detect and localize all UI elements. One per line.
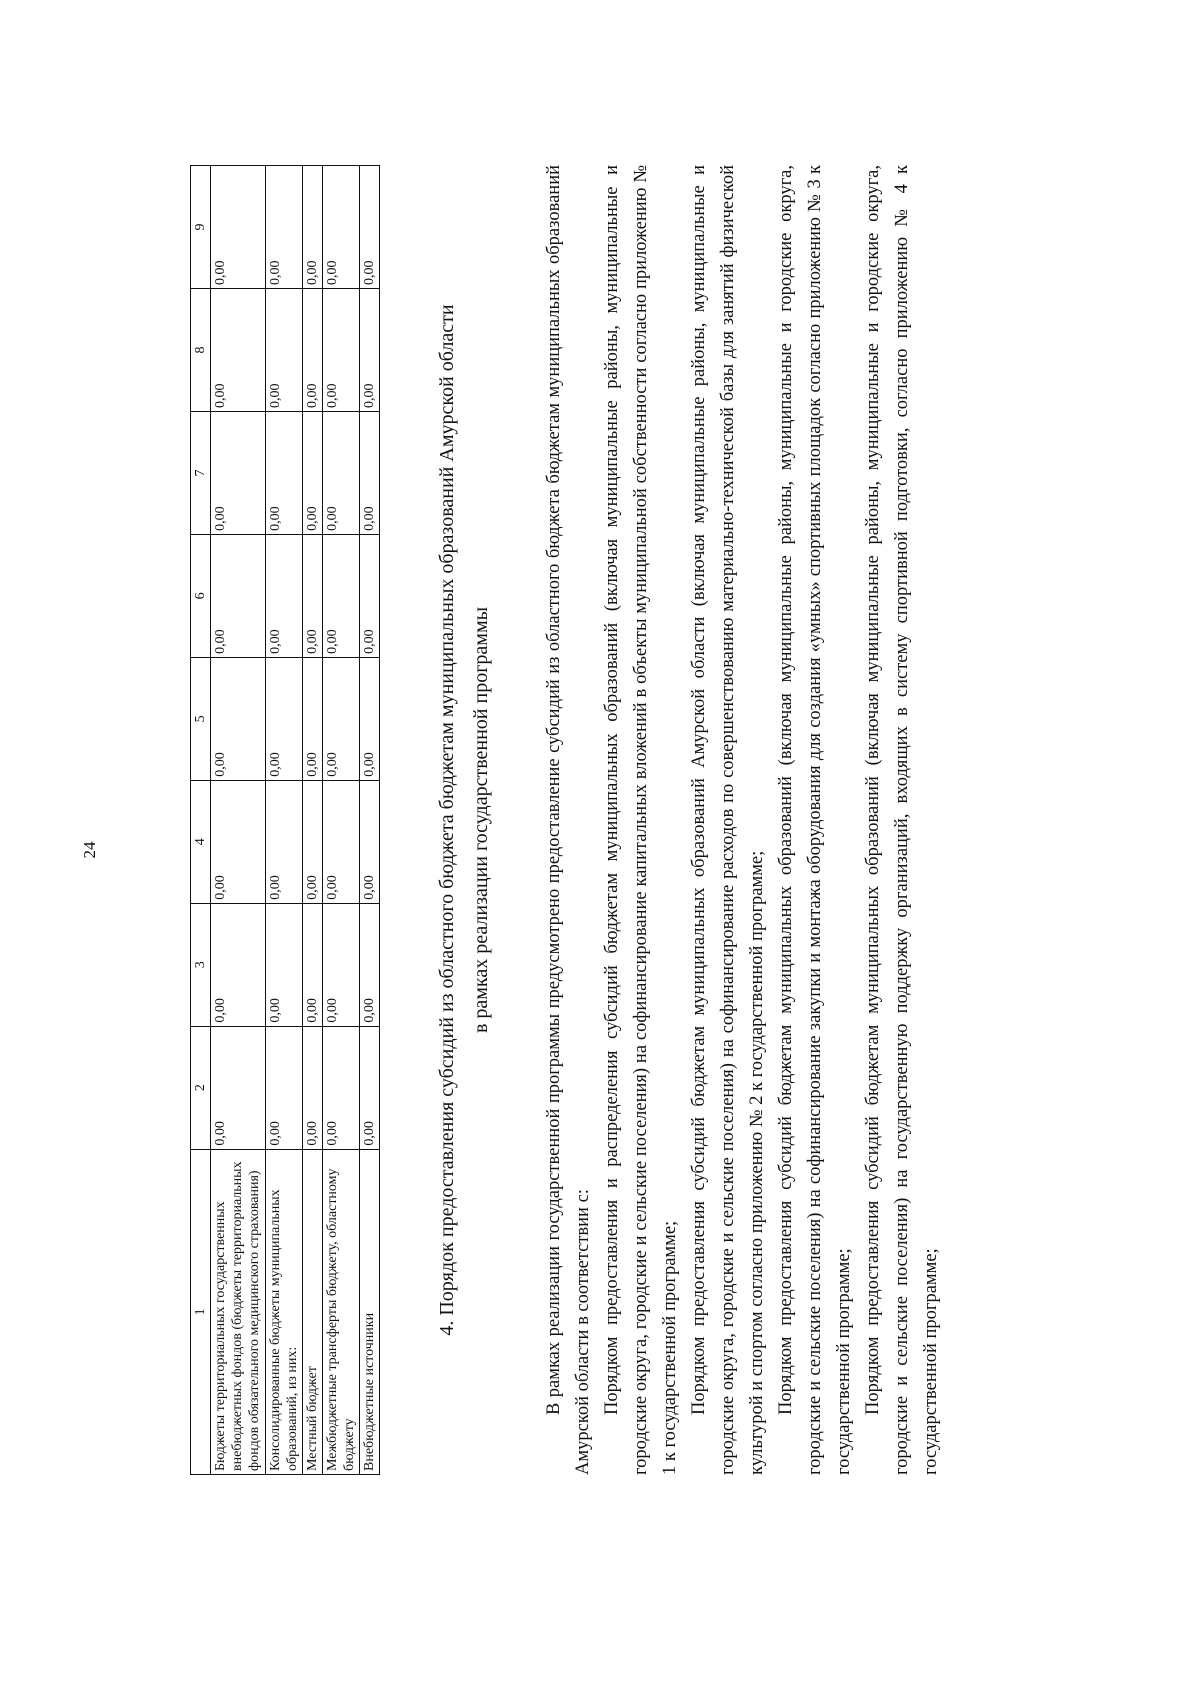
cell-value: 0,00 [303,780,323,903]
column-header: 2 [191,1026,211,1149]
table-row [303,166,323,1475]
column-header: 7 [191,411,211,534]
cell-value: 0,00 [323,903,360,1026]
budget-table [190,165,380,1475]
column-header: 1 [191,1149,211,1474]
cell-value: 0,00 [266,411,303,534]
cell-value: 0,00 [360,166,380,289]
column-header: 6 [191,534,211,657]
cell-value: 0,00 [303,289,323,412]
cell-value: 0,00 [211,903,266,1026]
row-label: Консолидированные бюджеты муниципальных образований, из них: [266,1149,303,1474]
cell-value: 0,00 [323,289,360,412]
cell-value: 0,00 [303,657,323,780]
cell-value: 0,00 [323,411,360,534]
paragraph: Порядком предоставления и распределения субсидий бюджетам муниципальных образований (включая муниципальные районы, муниципальные и городские округа, городские и сельские поселения) на софинансирование капитальных вложений в объекты муниципальной собственности согласно приложению № 1 к государственной программе; [602,165,680,1475]
cell-value: 0,00 [323,657,360,780]
cell-value: 0,00 [303,534,323,657]
cell-value: 0,00 [211,657,266,780]
row-label: Внебюджетные источники [360,1149,380,1474]
column-header: 4 [191,780,211,903]
cell-value: 0,00 [303,903,323,1026]
table-row [323,166,360,1475]
section-title [430,165,498,1475]
cell-value: 0,00 [266,534,303,657]
cell-value: 0,00 [266,780,303,903]
cell-value: 0,00 [360,903,380,1026]
column-header: 8 [191,289,211,412]
column-header: 9 [191,166,211,289]
cell-value: 0,00 [360,1026,380,1149]
table-row [266,166,303,1475]
paragraph: Порядком предоставления субсидий бюджетам муниципальных образований (включая муниципальные районы, муниципальные и городские округа, городские и сельские поселения) на софинансирование закупки и монтажа оборудования для создания «умных» спортивных площадок согласно приложению № 3 к государственной программе; [776,165,854,1475]
page-number: 24 [80,841,99,859]
section-title-line-2: в рамках реализации государственной программы [470,606,492,1034]
cell-value: 0,00 [360,780,380,903]
row-label: Местный бюджет [303,1149,323,1474]
cell-value: 0,00 [323,1026,360,1149]
cell-value: 0,00 [323,534,360,657]
cell-value: 0,00 [266,289,303,412]
cell-value: 0,00 [303,411,323,534]
cell-value: 0,00 [266,657,303,780]
table-header-row [191,166,211,1475]
cell-value: 0,00 [211,534,266,657]
cell-value: 0,00 [266,903,303,1026]
cell-value: 0,00 [303,1026,323,1149]
cell-value: 0,00 [266,166,303,289]
cell-value: 0,00 [211,1026,266,1149]
cell-value: 0,00 [211,780,266,903]
body-text [540,165,946,1475]
paragraph: В рамках реализации государственной программы предусмотрено предоставление субсидий из областного бюджета бюджетам муниципальных образований Амурской области в соответствии с: [544,165,593,1475]
cell-value: 0,00 [211,166,266,289]
cell-value: 0,00 [360,289,380,412]
cell-value: 0,00 [323,166,360,289]
cell-value: 0,00 [266,1026,303,1149]
paragraph: Порядком предоставления субсидий бюджетам муниципальных образований Амурской области (включая муниципальные районы, муниципальные и городские округа, городские и сельские поселения) на софинансирование расходов по совершенствованию материально-технической базы для занятий физической культурой и спортом согласно приложению № 2 к государственной программе; [689,165,767,1475]
table-row [211,166,266,1475]
cell-value: 0,00 [360,534,380,657]
cell-value: 0,00 [323,780,360,903]
column-header: 3 [191,903,211,1026]
section-title-line-1: 4. Порядок предоставления субсидий из областного бюджета бюджетам муниципальных образований Амурской области [436,304,458,1336]
cell-value: 0,00 [211,289,266,412]
cell-value: 0,00 [303,166,323,289]
paragraph: Порядком предоставления субсидий бюджетам муниципальных образований (включая муниципальные районы, муниципальные и городские округа, городские и сельские поселения) на государственную поддержку организаций, входящих в систему спортивной подготовки, согласно приложению № 4 к государственной программе; [863,165,941,1475]
column-header: 5 [191,657,211,780]
row-label: Бюджеты территориальных государственных внебюджетных фондов (бюджеты территориальных фондов обязательного медицинского страхования) [211,1149,266,1474]
cell-value: 0,00 [360,657,380,780]
table-row [360,166,380,1475]
cell-value: 0,00 [211,411,266,534]
cell-value: 0,00 [360,411,380,534]
row-label: Межбюджетные трансферты бюджету, областному бюджету [323,1149,360,1474]
rotated-page-content [190,75,1050,1475]
